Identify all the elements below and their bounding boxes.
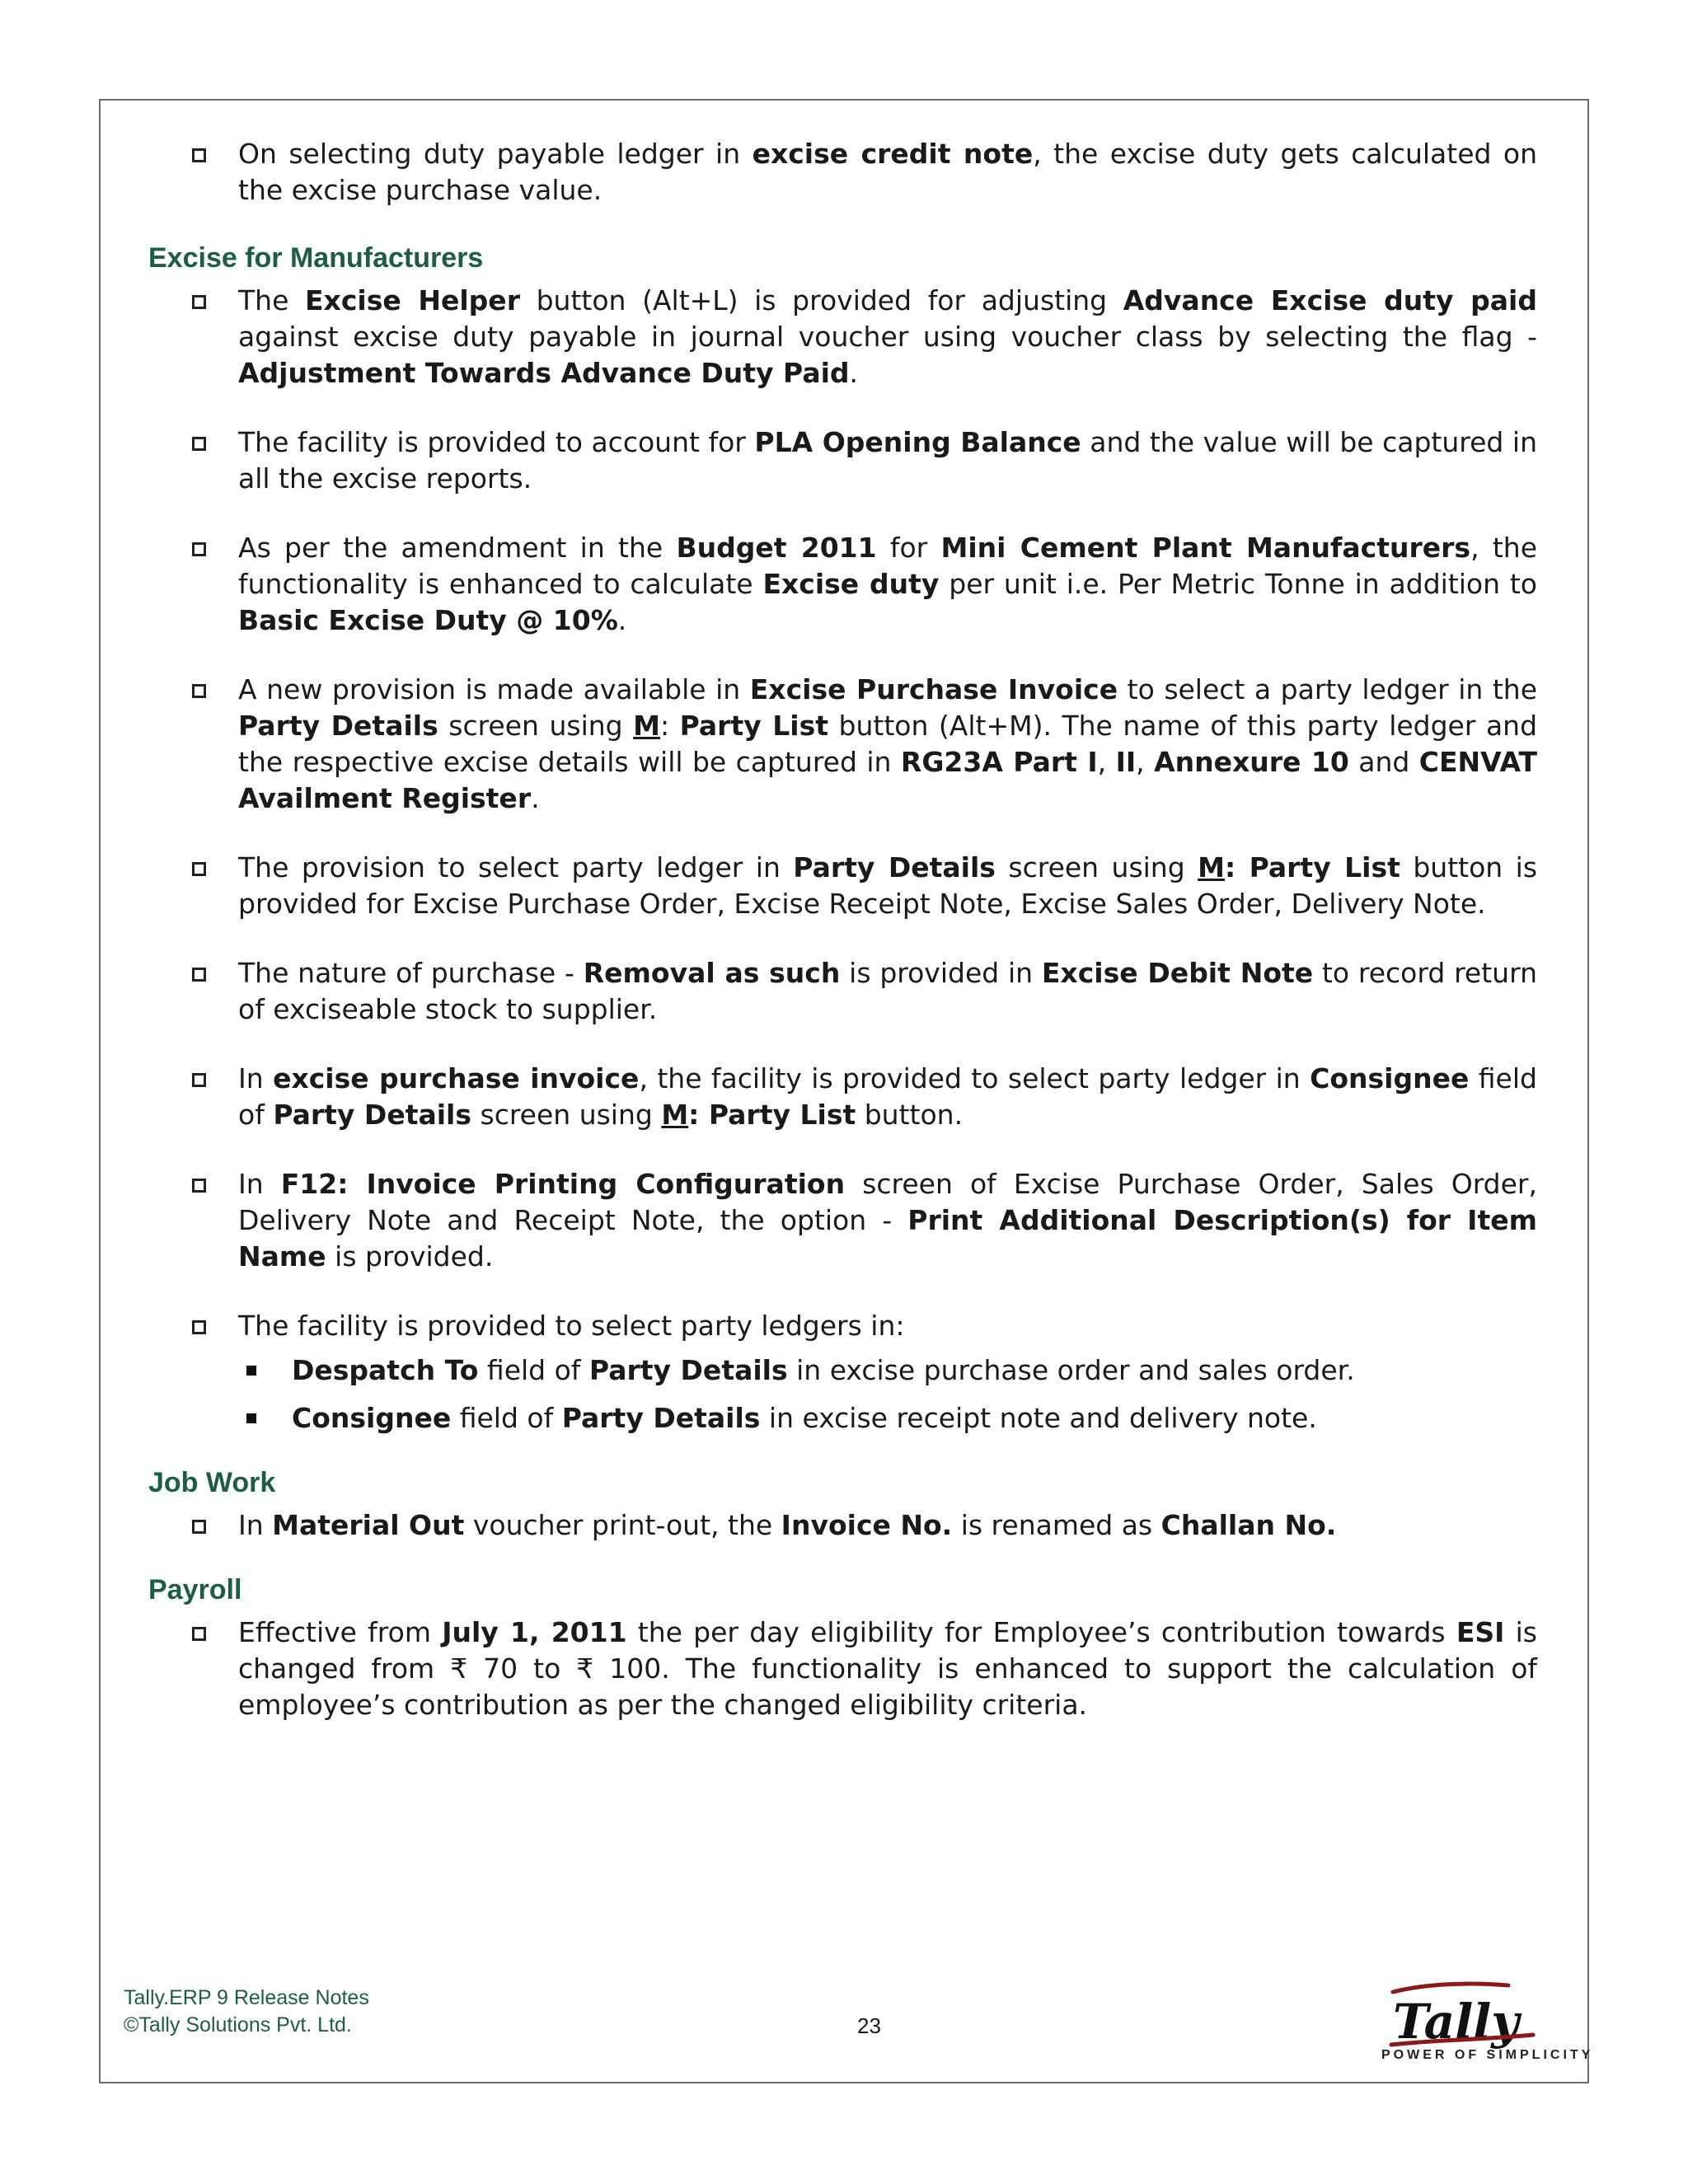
- hollow-square-bullet-icon: [192, 1073, 206, 1087]
- text: screen of Excise Purchase Order, Sales Order, Delivery Note and Receipt Note, the option -: [238, 1168, 1537, 1236]
- hollow-square-bullet-icon: [192, 684, 206, 698]
- hollow-square-bullet-icon: [192, 148, 206, 162]
- bold-text: excise purchase invoice: [273, 1062, 640, 1094]
- text: .: [849, 357, 859, 389]
- page-number: 23: [857, 2013, 881, 2038]
- text: The provision to select party ledger in: [238, 851, 794, 883]
- bold-text: Excise Debit Note: [1041, 957, 1314, 989]
- list-item: [148, 1615, 1537, 1723]
- text: voucher print-out, the: [464, 1509, 781, 1541]
- list-item: [148, 955, 1537, 1028]
- bold-text: Party Details: [588, 1354, 788, 1386]
- bold-text: RG23A Part I: [900, 746, 1098, 778]
- bold-text: Invoice No.: [781, 1509, 953, 1541]
- text: in excise purchase order and sales order.: [787, 1354, 1355, 1386]
- bold-text: Party Details: [238, 710, 438, 742]
- text: As per the amendment in the: [238, 532, 677, 564]
- hollow-square-bullet-icon: [192, 968, 206, 982]
- bold-text: ESI: [1456, 1616, 1505, 1648]
- sub-list-item: [238, 1400, 1537, 1436]
- hollow-square-bullet-icon: [192, 862, 206, 876]
- section-heading-job-work: Job Work: [148, 1467, 276, 1498]
- intro-list: [148, 136, 1537, 209]
- bold-text: Party Details: [561, 1402, 761, 1434]
- bold-text: Excise Helper: [305, 284, 520, 316]
- list-item: [148, 136, 1537, 209]
- text: .: [531, 782, 540, 814]
- underlined-shortcut-key: M: [633, 710, 660, 742]
- bold-text: Mini Cement Plant Manufacturers: [940, 532, 1471, 564]
- section-heading-payroll: Payroll: [148, 1574, 242, 1605]
- section-list: [148, 283, 1537, 1436]
- text: :: [659, 710, 680, 742]
- logo-word: Tally: [1393, 1994, 1519, 2050]
- text: is provided.: [326, 1240, 494, 1272]
- section-list: [148, 1615, 1537, 1723]
- hollow-square-bullet-icon: [192, 1520, 206, 1534]
- bold-text: CENVAT Availment Register: [238, 746, 1537, 814]
- text: is provided in: [840, 957, 1042, 989]
- text: per unit i.e. Per Metric Tonne in addition to: [939, 568, 1537, 600]
- list-item: [148, 283, 1537, 391]
- bold-text: : Party List: [1224, 851, 1400, 883]
- hollow-square-bullet-icon: [192, 295, 206, 309]
- list-item: [148, 1308, 1537, 1436]
- text: in excise receipt note and delivery note.: [760, 1402, 1317, 1434]
- bold-text: Party List: [679, 710, 829, 742]
- bold-text: F12: Invoice Printing Configuration: [280, 1168, 846, 1200]
- list-item: [148, 1061, 1537, 1133]
- bold-text: Advance Excise duty paid: [1123, 284, 1537, 316]
- text: In: [238, 1062, 274, 1094]
- list-item: [148, 1507, 1537, 1544]
- text: screen using: [438, 710, 634, 742]
- bold-text: July 1, 2011: [442, 1616, 627, 1648]
- text: button (Alt+L) is provided for adjusting: [519, 284, 1123, 316]
- text: is changed from ₹ 70 to ₹ 100. The functionality is enhanced to support the calculation of employee’s contribution as per the changed eligibility criteria.: [238, 1616, 1537, 1721]
- text: , the functionality is enhanced to calculate: [238, 532, 1538, 600]
- text: screen using: [995, 851, 1198, 883]
- footer-doc-title: Tally.ERP 9 Release Notes: [124, 1986, 369, 2009]
- text: to select a party ledger in the: [1118, 673, 1537, 705]
- filled-square-bullet-icon: [246, 1366, 256, 1376]
- list-item: [148, 530, 1537, 639]
- text: .: [617, 604, 627, 636]
- bold-text: Budget 2011: [676, 532, 877, 564]
- text: field of: [451, 1402, 562, 1434]
- footer-copyright: ©Tally Solutions Pvt. Ltd.: [124, 2013, 352, 2036]
- list-item: [148, 850, 1537, 922]
- bold-text: excise credit note: [752, 138, 1034, 170]
- bold-text: Basic Excise Duty @ 10%: [238, 604, 618, 636]
- bold-text: Excise duty: [762, 568, 940, 600]
- bold-text: Consignee: [292, 1402, 452, 1434]
- bold-text: Annexure 10: [1154, 746, 1349, 778]
- text: button.: [856, 1099, 964, 1131]
- text: The facility is provided to account for: [238, 426, 755, 458]
- underlined-shortcut-key: M: [1198, 851, 1225, 883]
- bold-text: Party Details: [273, 1099, 472, 1131]
- text: In: [238, 1168, 281, 1200]
- bold-text: Print Additional Description(s) for Item Name: [238, 1204, 1537, 1272]
- text: A new provision is made available in: [238, 673, 750, 705]
- text: for: [876, 532, 941, 564]
- bold-text: PLA Opening Balance: [754, 426, 1081, 458]
- text: the per day eligibility for Employee’s contribution towards: [626, 1616, 1456, 1648]
- bold-text: Removal as such: [583, 957, 841, 989]
- text: button is provided for Excise Purchase Order, Excise Receipt Note, Excise Sales Order, Delivery Note.: [238, 851, 1538, 920]
- list-item: [148, 672, 1537, 817]
- text: and the value will be captured in all the excise reports.: [238, 426, 1538, 494]
- footer-credits: [124, 1985, 369, 2039]
- text: , the excise duty gets calculated on the excise purchase value.: [238, 138, 1537, 206]
- text: The facility is provided to select party ledgers in:: [238, 1310, 905, 1342]
- sub-list: [238, 1352, 1537, 1436]
- bold-text: Despatch To: [292, 1354, 479, 1386]
- underlined-shortcut-key: M: [661, 1099, 689, 1131]
- text: The nature of purchase -: [238, 957, 584, 989]
- section-heading-excise-for-manufacturers: Excise for Manufacturers: [148, 242, 484, 274]
- text: , the facility is provided to select party ledger in: [639, 1062, 1311, 1094]
- text: button (Alt+M). The name of this party ledger and the respective excise details will be captured in: [238, 710, 1538, 778]
- bold-text: Material Out: [272, 1509, 465, 1541]
- document-body: [148, 136, 1537, 1723]
- logo-tagline: POWER OF SIMPLICITY: [1381, 2048, 1594, 2062]
- text: ,: [1097, 746, 1116, 778]
- filled-square-bullet-icon: [246, 1413, 256, 1423]
- text: field of: [238, 1062, 1537, 1131]
- bold-text: Excise Purchase Invoice: [749, 673, 1118, 705]
- section-list: [148, 1507, 1537, 1544]
- text: ,: [1136, 746, 1155, 778]
- bold-text: Party Details: [793, 851, 996, 883]
- text: and: [1348, 746, 1419, 778]
- list-item: [148, 1166, 1537, 1275]
- text: field of: [478, 1354, 589, 1386]
- text: is renamed as: [952, 1509, 1161, 1541]
- bold-text: Adjustment Towards Advance Duty Paid: [238, 357, 850, 389]
- hollow-square-bullet-icon: [192, 1627, 206, 1641]
- text: On selecting duty payable ledger in: [238, 138, 753, 170]
- text: against excise duty payable in journal voucher using voucher class by selecting the flag -: [238, 321, 1537, 353]
- hollow-square-bullet-icon: [192, 542, 206, 556]
- text: to record return of exciseable stock to supplier.: [238, 957, 1537, 1025]
- text: screen using: [471, 1099, 662, 1131]
- sub-list-item: [238, 1352, 1537, 1389]
- text: In: [238, 1509, 273, 1541]
- bold-text: Challan No.: [1160, 1509, 1337, 1541]
- text: Effective from: [238, 1616, 443, 1648]
- bold-text: : Party List: [688, 1099, 856, 1131]
- bold-text: Consignee: [1310, 1062, 1470, 1094]
- text: The: [238, 284, 306, 316]
- hollow-square-bullet-icon: [192, 1320, 206, 1334]
- list-item: [148, 424, 1537, 497]
- hollow-square-bullet-icon: [192, 1179, 206, 1193]
- hollow-square-bullet-icon: [192, 437, 206, 451]
- bold-text: II: [1115, 746, 1137, 778]
